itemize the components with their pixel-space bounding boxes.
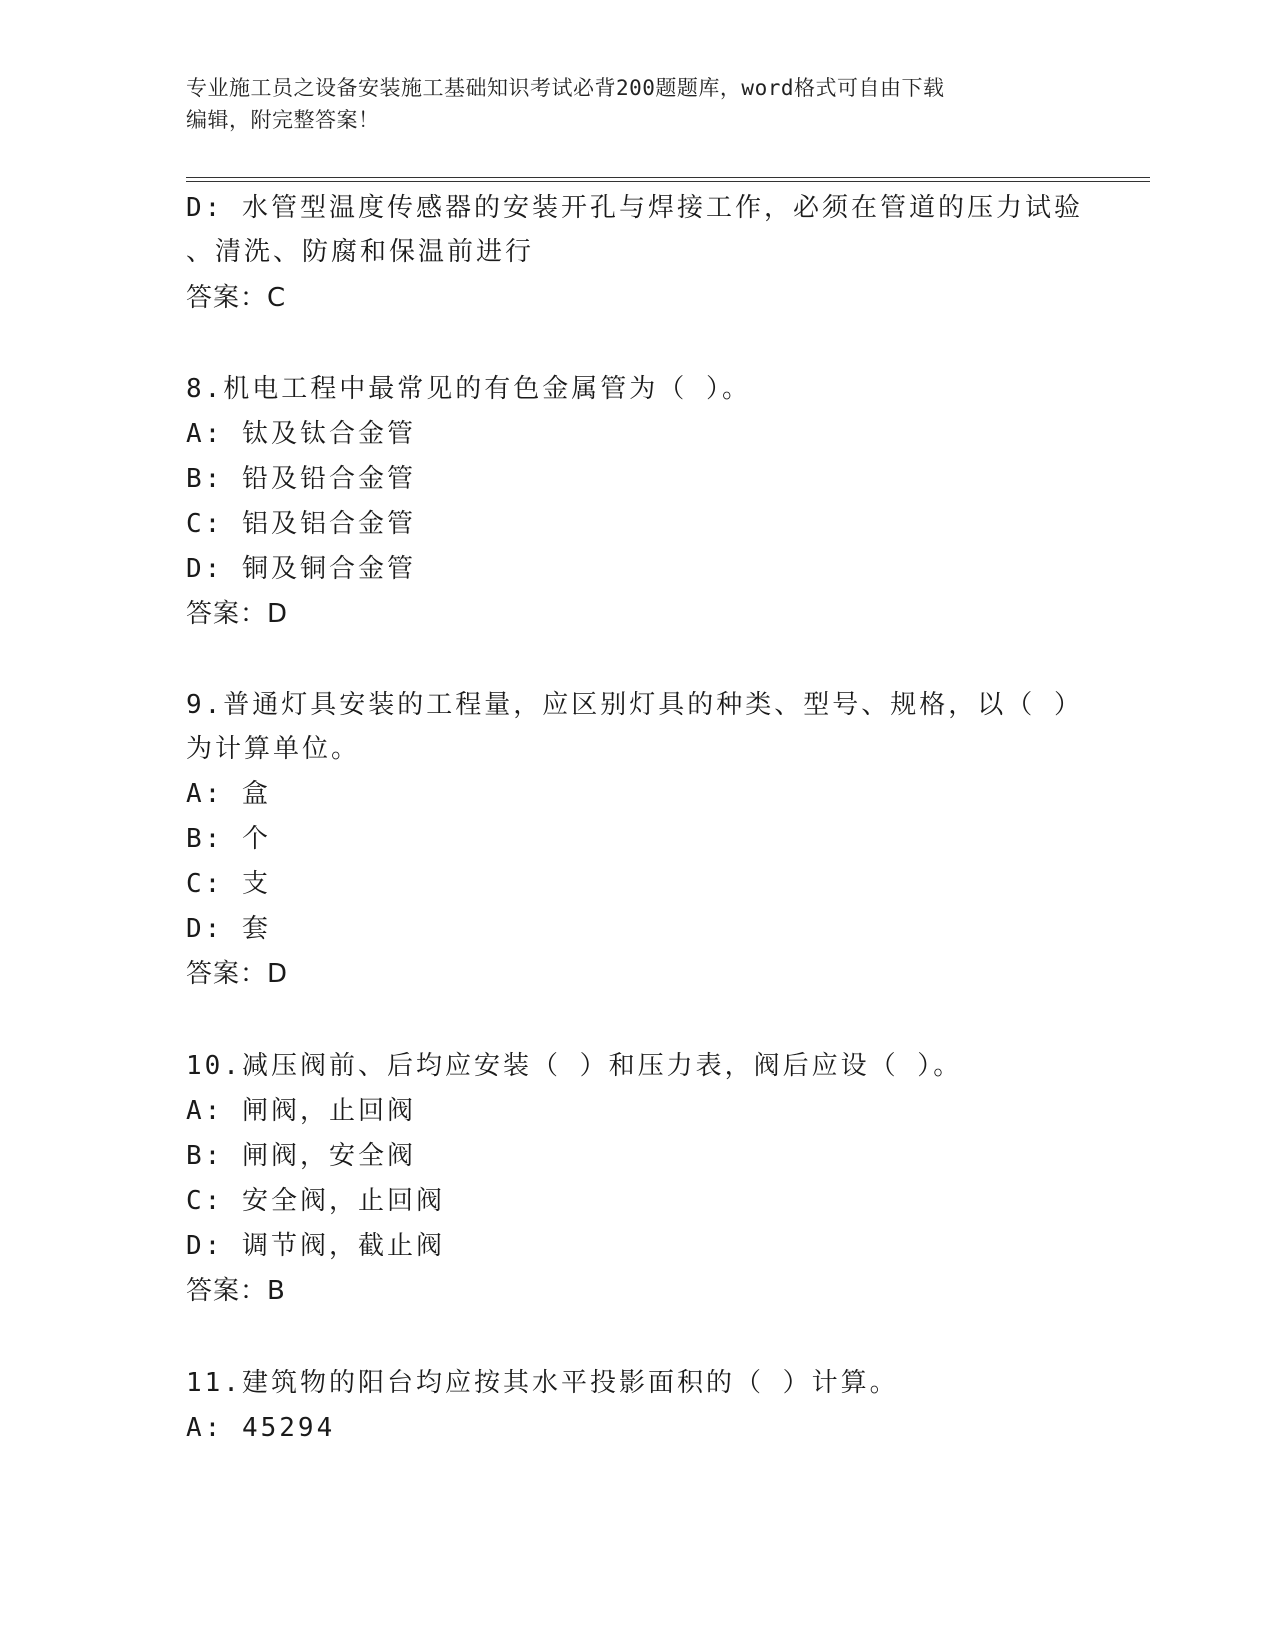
q10-answer: 答案：B	[186, 1276, 286, 1306]
prev-option-d-line2: 、清洗、防腐和保温前进行	[186, 237, 535, 267]
prev-option-d-line1: D: 水管型温度传感器的安装开孔与焊接工作，必须在管道的压力试验	[186, 193, 1083, 223]
q10-option-b: B: 闸阀，安全阀	[186, 1141, 416, 1171]
q9-option-c: C: 支	[186, 869, 271, 899]
header-divider-bottom	[186, 181, 1150, 182]
header-title-line2: 编辑，附完整答案！	[186, 108, 380, 132]
q9-stem-line2: 为计算单位。	[186, 734, 361, 764]
q11-stem: 11.建筑物的阳台均应按其水平投影面积的（ ）计算。	[186, 1368, 899, 1398]
q9-answer: 答案：D	[186, 959, 289, 989]
header-divider-top	[186, 177, 1150, 178]
q8-option-a: A: 钛及钛合金管	[186, 419, 416, 449]
header-title-line1: 专业施工员之设备安装施工基础知识考试必背200题题库，word格式可自由下载	[186, 76, 945, 100]
q8-option-c: C: 铝及铝合金管	[186, 509, 416, 539]
q8-option-b: B: 铅及铅合金管	[186, 464, 416, 494]
q10-stem: 10.减压阀前、后均应安装（ ）和压力表，阀后应设（ ）。	[186, 1051, 963, 1081]
q9-option-a: A: 盒	[186, 779, 271, 809]
q10-option-a: A: 闸阀，止回阀	[186, 1096, 416, 1126]
q10-option-d: D: 调节阀，截止阀	[186, 1231, 445, 1261]
q9-stem-line1: 9.普通灯具安装的工程量，应区别灯具的种类、型号、规格，以（ ）	[186, 690, 1083, 720]
q10-option-c: C: 安全阀，止回阀	[186, 1186, 445, 1216]
q8-stem: 8.机电工程中最常见的有色金属管为（ ）。	[186, 374, 751, 404]
prev-answer: 答案：C	[186, 283, 287, 313]
q11-option-a: A: 45294	[186, 1413, 336, 1443]
q8-option-d: D: 铜及铜合金管	[186, 554, 416, 584]
q8-answer: 答案：D	[186, 599, 289, 629]
q9-option-b: B: 个	[186, 824, 271, 854]
q9-option-d: D: 套	[186, 914, 271, 944]
document-header	[186, 72, 1066, 136]
